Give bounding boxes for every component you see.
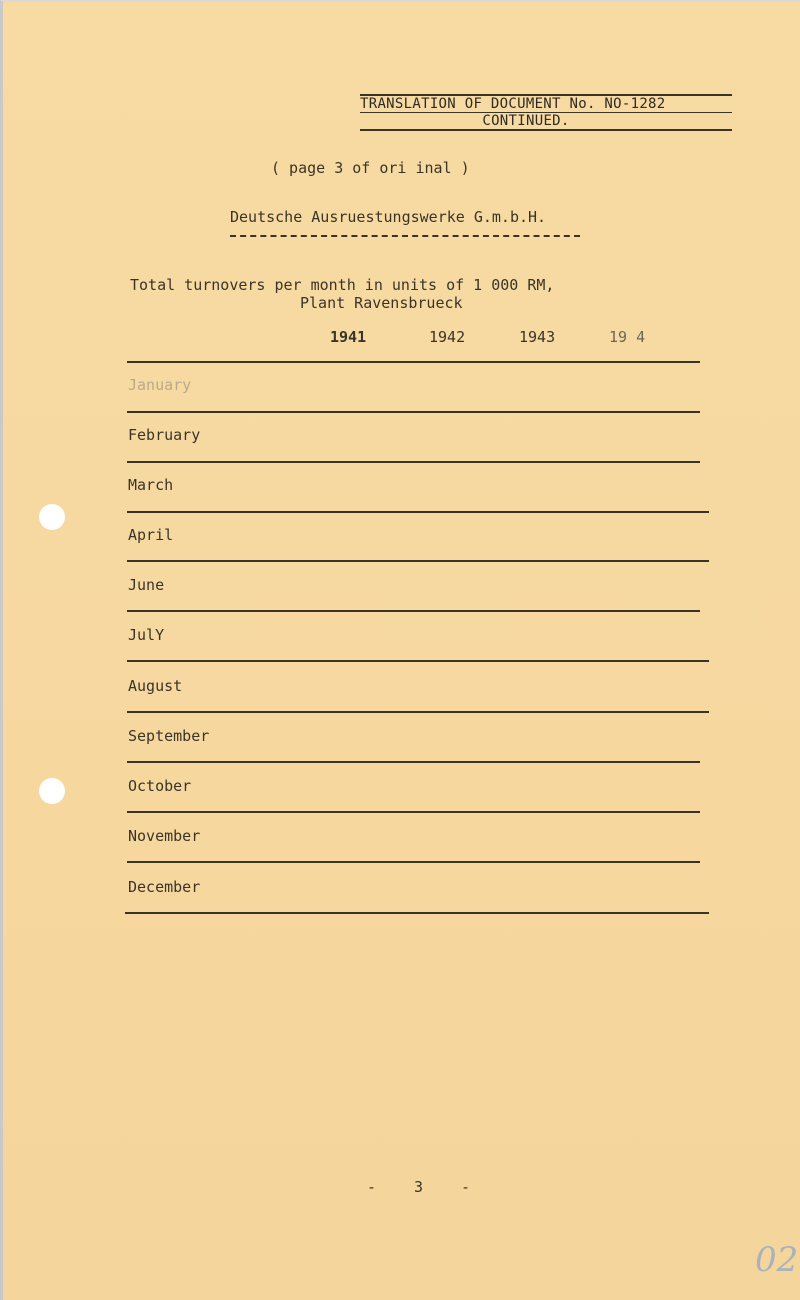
month-label-february: February [128, 426, 201, 444]
year-header-1944: 19 4 [609, 328, 646, 346]
table-rule [127, 610, 700, 612]
document-header [360, 94, 732, 131]
table-title-line2: Plant Ravensbrueck [300, 294, 463, 312]
month-label-december: December [128, 878, 201, 896]
month-label-october: October [128, 777, 192, 795]
table-rule [127, 361, 700, 363]
table-rule [127, 711, 709, 713]
table-rule [127, 560, 709, 562]
table-rule [127, 411, 700, 413]
year-header-1943: 1943 [519, 328, 556, 346]
table-rule [127, 461, 700, 463]
month-label-june: June [128, 576, 165, 594]
punch-hole [39, 504, 65, 530]
handwritten-note: 02 [755, 1240, 799, 1280]
punch-hole [39, 778, 65, 804]
month-label-july: JulY [128, 626, 165, 644]
table-rule [127, 861, 700, 863]
month-label-january: January [128, 376, 192, 394]
page-number: - 3 - [366, 1178, 472, 1196]
company-underline [230, 235, 580, 237]
month-label-september: September [128, 727, 210, 745]
month-label-march: March [128, 476, 174, 494]
table-title-line1: Total turnovers per month in units of 1 000 RM, [130, 276, 555, 294]
table-rule [127, 811, 700, 813]
table-rule [127, 761, 700, 763]
month-label-august: August [128, 677, 183, 695]
original-page-reference: ( page 3 of ori inal ) [271, 159, 470, 177]
company-name: Deutsche Ausruestungswerke G.m.b.H. [230, 208, 547, 226]
year-header-1942: 1942 [429, 328, 466, 346]
page-number-value: 3 [414, 1178, 425, 1196]
header-title: TRANSLATION OF DOCUMENT No. NO-1282 [360, 94, 732, 113]
table-rule [127, 511, 709, 513]
table-rule [125, 912, 709, 914]
month-label-april: April [128, 526, 174, 544]
year-header-1941: 1941 [330, 328, 367, 346]
month-label-november: November [128, 827, 201, 845]
header-continued: CONTINUED. [360, 113, 732, 131]
table-rule [127, 660, 709, 662]
